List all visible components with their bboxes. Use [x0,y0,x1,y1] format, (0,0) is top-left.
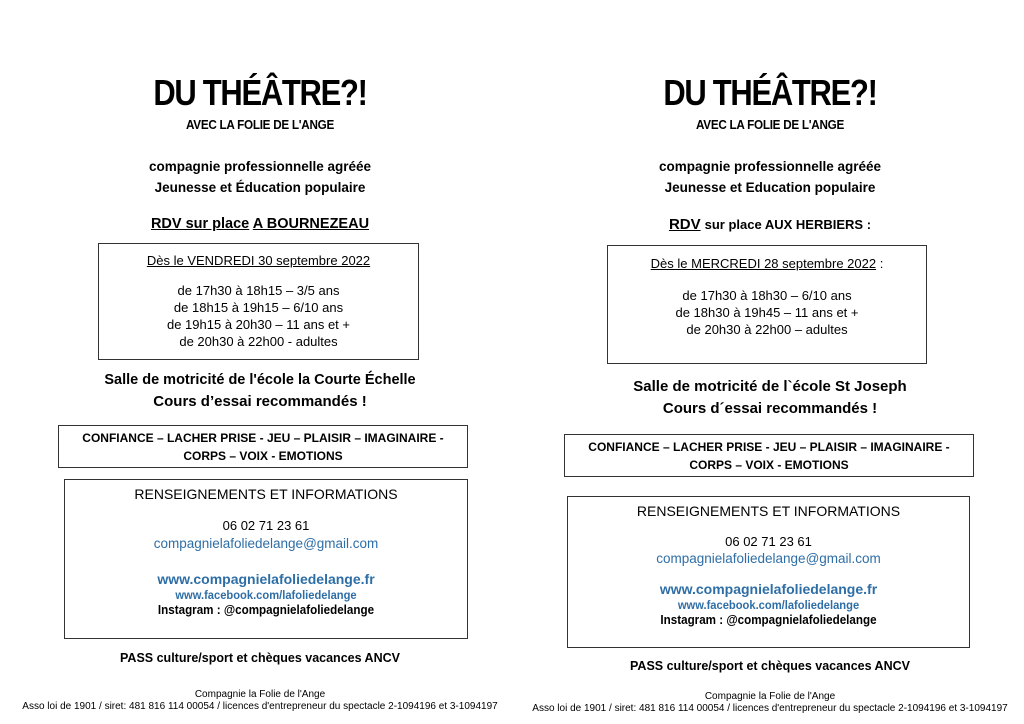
schedule-slot: de 19h15 à 20h30 – 11 ans et + [166,317,350,332]
right-pass: PASS culture/sport et chèques vacances ANCV [630,659,910,673]
right-subtitle: AVEC LA FOLIE DE L'ANGE [695,117,845,132]
left-schedule-box [98,243,419,360]
left-rdv-prefix: RDV sur place [150,216,250,232]
left-schedule-heading [99,252,418,269]
schedule-slot: de 17h30 à 18h30 – 6/10 ans [682,288,852,303]
left-email-link[interactable]: compagnielafoliedelange@gmail.com [153,536,379,551]
left-rdv-place: A BOURNEZEAU [252,216,370,232]
left-pass: PASS culture/sport et chèques vacances ANCV [120,651,400,665]
right-schedule-heading [608,255,926,272]
right-phone[interactable]: 06 02 71 23 61 [725,534,812,549]
left-keywords-box [58,425,468,468]
left-phone[interactable]: 06 02 71 23 61 [222,518,310,533]
left-venue: Salle de motricité de l'école la Courte Échelle [104,372,416,388]
schedule-slot: de 18h15 à 19h15 – 6/10 ans [173,300,344,315]
left-footer-legal: Asso loi de 1901 / siret: 481 816 114 00054 / licences d'entrepreneur du spectacle 2-1094196 et 3-1094197 [22,701,498,712]
left-info-box [64,479,468,639]
left-keywords-line2: CORPS – VOIX - EMOTIONS [183,449,343,463]
left-keywords-line1: CONFIANCE – LACHER PRISE - JEU – PLAISIR – IMAGINAIRE - [82,431,444,445]
right-title: DU THÉÂTRE?! [663,72,877,113]
right-keywords-line1: CONFIANCE – LACHER PRISE - JEU – PLAISIR – IMAGINAIRE - [588,440,950,454]
right-schedule-heading-suffix: : [876,256,884,271]
left-rdv [60,216,460,232]
left-footer-company: Compagnie la Folie de l'Ange [194,689,326,700]
right-instagram: Instagram : @compagnielafoliedelange [660,613,877,627]
right-keywords-box [564,434,974,477]
left-website-link[interactable]: www.compagnielafoliedelange.fr [157,571,375,587]
right-company-line1: compagnie professionnelle agréée [658,159,882,174]
left-info-heading: RENSEIGNEMENTS ET INFORMATIONS [134,486,398,502]
schedule-slot: de 20h30 à 22h00 – adultes [686,322,848,337]
right-schedule-list [608,287,926,338]
right-rdv-place: sur place AUX HERBIERS : [704,217,872,232]
left-instagram: Instagram : @compagnielafoliedelange [157,603,375,617]
right-rdv-prefix: RDV [668,216,701,233]
right-company-line2: Jeunesse et Education populaire [664,180,876,195]
right-trial: Cours d´essai recommandés ! [662,400,878,417]
left-schedule-date: Dès le VENDREDI 30 septembre 2022 [146,253,371,268]
left-company-line1: compagnie professionnelle agréée [148,159,372,174]
right-keywords-line2: CORPS – VOIX - EMOTIONS [689,458,849,472]
right-footer-legal: Asso loi de 1901 / siret: 481 816 114 00054 / licences d'entrepreneur du spectacle 2-1094196 et 3-1094197 [532,703,1008,714]
left-company-line2: Jeunesse et Éducation populaire [154,180,366,195]
left-title: DU THÉÂTRE?! [153,72,367,113]
left-subtitle: AVEC LA FOLIE DE L'ANGE [185,117,335,132]
right-info-box [567,496,970,648]
right-schedule-box [607,245,927,364]
right-venue: Salle de motricité de l`école St Joseph [633,378,907,395]
left-schedule-list [99,282,418,350]
left-facebook-link[interactable]: www.facebook.com/lafoliedelange [175,588,357,602]
right-footer-company: Compagnie la Folie de l'Ange [704,691,836,702]
right-facebook-link[interactable]: www.facebook.com/lafoliedelange [677,598,860,612]
right-rdv [570,216,970,233]
schedule-slot: de 17h30 à 18h15 – 3/5 ans [177,283,340,298]
right-website-link[interactable]: www.compagnielafoliedelange.fr [659,581,878,597]
right-schedule-date: Dès le MERCREDI 28 septembre 2022 [650,256,877,271]
schedule-slot: de 18h30 à 19h45 – 11 ans et + [675,305,859,320]
right-email-link[interactable]: compagnielafoliedelange@gmail.com [656,551,881,566]
schedule-slot: de 20h30 à 22h00 - adultes [179,334,338,349]
right-info-heading: RENSEIGNEMENTS ET INFORMATIONS [636,503,901,519]
left-trial: Cours d’essai recommandés ! [153,393,367,410]
